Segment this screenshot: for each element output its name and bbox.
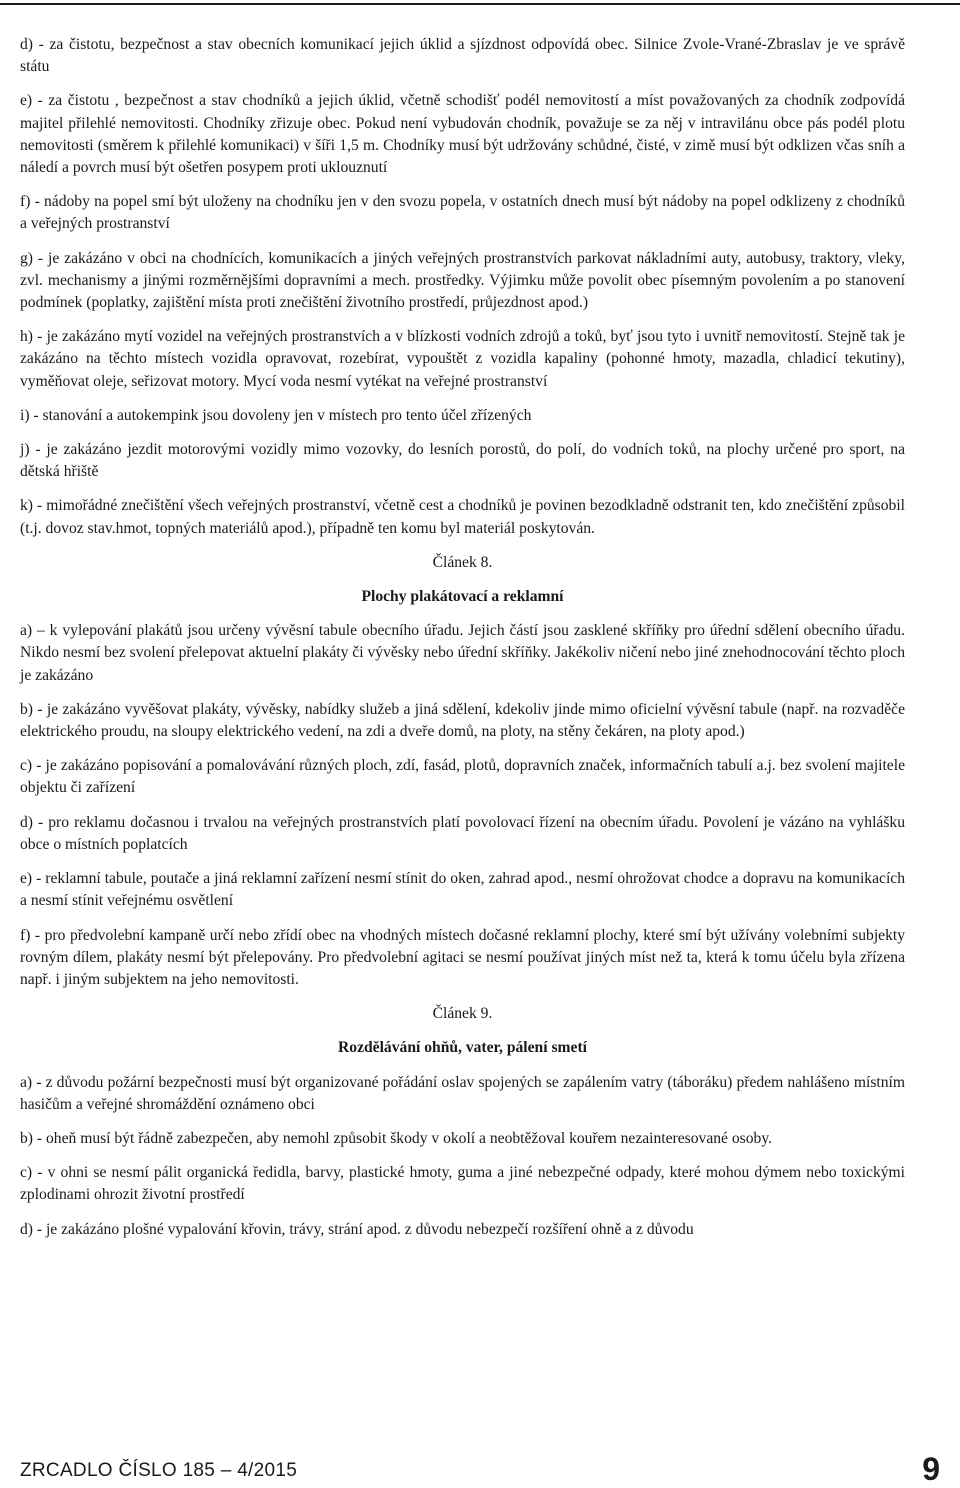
article-8-paragraph-a: a) – k vylepování plakátů jsou určeny vývěsní tabule obecního úřadu. Jejich částí jsou zasklené skříňky pro úřední sdělení obecního úřadu. Nikdo nesmí bez svolení přelepovat aktuelní plakáty či vývěsky nebo úřední skříňky. Jakékoliv ničení nebo jiné znehodnocování těchto ploch je zakázáno <box>20 622 905 684</box>
page-number: 9 <box>922 1451 940 1487</box>
article-8-paragraph-d: d) - pro reklamu dočasnou i trvalou na veřejných prostranstvích platí povolovací řízení na obecním úřadu. Povolení je vázáno na vyhlášku obce o místních poplatcích <box>20 813 905 853</box>
page-footer <box>20 1450 940 1487</box>
article-9-paragraph-b: b) - oheň musí být řádně zabezpečen, aby nemohl způsobit škody v okolí a neobtěžoval kouřem nezainteresované osoby. <box>20 1129 773 1147</box>
paragraph-e: e) - za čistotu , bezpečnost a stav chodníků a jejich úklid, včetně schodišť podél nemovitostí a míst považovaných za chodník zodpovídá majitel přilehlé nemovitosti. Chodníky zřizuje obec. Pokud není vybudován chodník, považuje se za něj v intravilánu obce pás podél plotu nemovitosti (směrem k přilehlé komunikaci) v šíři 1,5 m. Chodníky musí být udržovány schůdné, čisté, v zimě musí být odklizen včas sníh a náledí a povrch musí být ošetřen posypem proti uklouznutí <box>20 92 905 177</box>
article-9-paragraph-d: d) - je zakázáno plošné vypalování křovin, trávy, strání apod. z důvodu nebezpečí rozšíření ohně a z důvodu <box>20 1220 694 1238</box>
paragraph-g: g) - je zakázáno v obci na chodnících, komunikacích a jiných veřejných prostranstvích parkovat nákladními auty, autobusy, traktory, vleky, zvl. mechanismy a jinými rozměrnějšími dopravními a mech. prostředky. Výjimku může povolit obec písemným povolením a po stanovení podmínek (poplatky, zajištění místa proti znečištění životního prostředí, průjezdnost apod.) <box>20 249 905 312</box>
publication-label: ZRCADLO ČÍSLO 185 – 4/2015 <box>20 1460 298 1481</box>
paragraph-j: j) - je zakázáno jezdit motorovými vozidly mimo vozovky, do lesních porostů, do polí, do vodních toků, na plochy určené pro sport, na dětská hřiště <box>20 441 905 481</box>
paragraph-f: f) - nádoby na popel smí být uloženy na chodníku jen v den svozu popela, v ostatních dnech musí být nádoby na popel odklizeny z chodníků a veřejných prostranství <box>20 193 905 233</box>
article-8-number: Článek 8. <box>432 553 493 571</box>
article-9-paragraph-a: a) - z důvodu požární bezpečnosti musí být organizované pořádání oslav spojených se zapálením vatry (táboráku) předem nahlášeno místním hasičům a veřejné shromáždění oznámeno obci <box>20 1073 905 1113</box>
article-9-heading: Rozdělávání ohňů, vater, pálení smetí <box>338 1039 587 1057</box>
article-8-paragraph-e: e) - reklamní tabule, poutače a jiná reklamní zařízení nesmí stínit do oken, zahrad apod., nesmí ohrožovat chodce a dopravu na komunikacích a nesmí stínit veřejnému osvětlení <box>20 870 905 910</box>
article-9-number: Článek 9. <box>432 1005 493 1023</box>
article-9-paragraph-c: c) - v ohni se nesmí pálit organická ředidla, barvy, plastické hmoty, guma a jiné nebezpečné odpady, které mohou dýmem nebo toxickými zplodinami ohrozit životní prostředí <box>20 1164 905 1204</box>
document-body <box>20 34 905 1253</box>
paragraph-h: h) - je zakázáno mytí vozidel na veřejných prostranstvích a v blízkosti vodních zdrojů a toků, byť jsou tyto i uvnitř nemovitostí. Stejně tak je zakázáno na těchto místech vozidla opravovat, rozebírat, vypouštět z vozidla kapaliny (pohonné hmoty, mazadla, chladicí tekutiny), vyměňovat oleje, seřizovat motory. Mycí voda nesmí vytékat na veřejné prostranství <box>20 328 905 390</box>
article-8-paragraph-f: f) - pro předvolební kampaně určí nebo zřídí obec na vhodných místech dočasné reklamní plochy, které smí být užívány volebními subjekty rovným dílem, plakáty nesmí být přelepovány. Pro předvolební agitaci se nesmí používat jiných míst než ta, která k tomu účelu byla zřízena např. i jiným subjektem na jeho nemovitosti. <box>20 926 905 988</box>
article-8-paragraph-b: b) - je zakázáno vyvěšovat plakáty, vývěsky, nabídky služeb a jiná sdělení, kdekoliv jinde mimo oficielní vývěsní tabule (např. na rozvaděče elektrického proudu, na sloupy elektrického vedení, na zdi a dveře domů, na ploty, na stěny čekáren, na ploty apod.) <box>20 700 905 741</box>
top-rule <box>0 3 960 5</box>
paragraph-i: i) - stanování a autokempink jsou dovoleny jen v místech pro tento účel zřízených <box>20 406 532 424</box>
article-8-heading: Plochy plakátovací a reklamní <box>361 588 564 606</box>
paragraph-d: d) - za čistotu, bezpečnost a stav obecních komunikací jejich úklid a sjízdnost odpovídá obec. Silnice Zvole-Vrané-Zbraslav je ve správě státu <box>20 36 905 76</box>
article-8-paragraph-c: c) - je zakázáno popisování a pomalovávání různých ploch, zdí, fasád, plotů, dopravních značek, informačních tabulí a.j. bez svolení majitele objektu či zařízení <box>20 757 905 797</box>
paragraph-k: k) - mimořádné znečištění všech veřejných prostranství, včetně cest a chodníků je povinen bezodkladně odstranit ten, kdo znečištění způsobil (t.j. dovoz stav.hmot, topných materiálů apod.), případně ten komu byl materiál poskytován. <box>20 497 905 537</box>
